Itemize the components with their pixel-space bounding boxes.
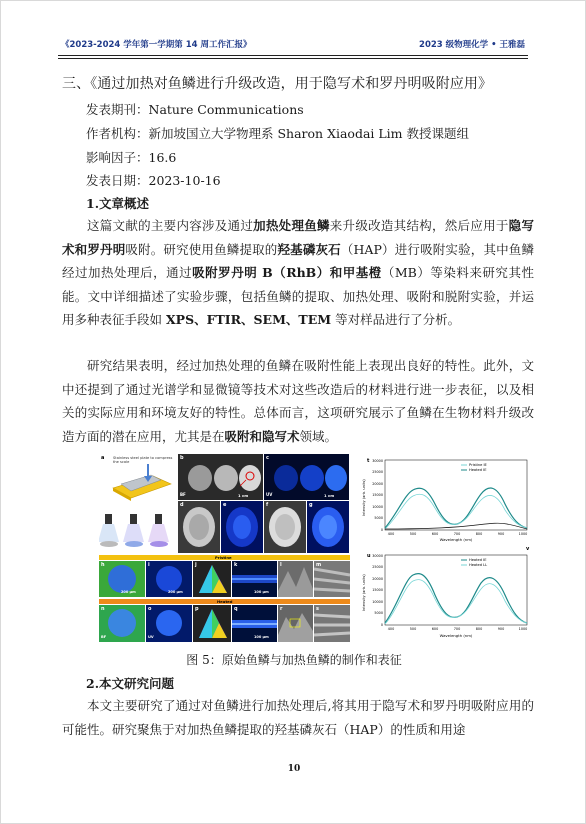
figure-caption: 图 5：原始鱼鳞与加热鱼鳞的制作和表征 xyxy=(186,653,402,667)
panel-l xyxy=(278,561,313,597)
para1-run: 吸附罗丹明 B（RhB）和甲基橙 xyxy=(192,265,382,280)
label-i: i xyxy=(148,562,150,568)
xtick-top-0: 400 xyxy=(387,532,395,536)
para1-run: 吸附。研究使用鱼鳞提取的 xyxy=(125,241,278,257)
heading-problem: 2.本文研究问题 xyxy=(86,676,175,691)
plot-t xyxy=(357,454,531,544)
paragraph-1 xyxy=(62,214,534,332)
meta-date: 发表日期：2023-10-16 xyxy=(86,173,221,188)
panel-j xyxy=(193,561,231,597)
para1-run: 等对样品进行了分析。 xyxy=(331,312,461,327)
paragraph-2 xyxy=(62,354,534,448)
legend-top-1: Heated IE xyxy=(469,468,487,472)
label-f: f xyxy=(266,502,269,508)
scale-c: 1 cm xyxy=(324,493,335,498)
label-r: r xyxy=(280,606,283,612)
panel-k xyxy=(232,561,277,597)
paragraph-3 xyxy=(62,694,534,741)
label-k: k xyxy=(234,562,238,568)
para1-run: 这篇文献的主要内容涉及通过 xyxy=(87,218,254,233)
panel-d xyxy=(178,501,220,553)
para1-run: （MB）等染料来研究其性能。文中详细描述了实验步骤，包括鱼鳞的提取、加热处理、吸附和脱附实验，并运用多种表征手段如 xyxy=(62,265,534,327)
panel-a xyxy=(99,454,177,512)
scale-q: 100 μm xyxy=(254,635,269,639)
ytick-top-5: 25000 xyxy=(372,470,383,474)
ytick-top-6: 30000 xyxy=(372,459,383,463)
xtick-top-2: 600 xyxy=(431,532,439,536)
xlabel-bottom: Wavelength (nm) xyxy=(439,633,473,638)
ytick-top-2: 10000 xyxy=(372,505,383,509)
figure-5 xyxy=(99,454,531,642)
section-title: 三、《通过加热对鱼鳞进行升级改造，用于隐写术和罗丹明吸附应用》 xyxy=(62,76,493,92)
xtick-bottom-5: 900 xyxy=(497,627,505,631)
label-e: e xyxy=(223,502,227,508)
strip-pristine xyxy=(99,555,350,560)
legend-bottom-0: Heated IE xyxy=(469,558,487,562)
label-s: s xyxy=(316,606,319,612)
header-right: 2023 级物理化学 • 王雅磊 xyxy=(419,40,525,50)
strip-pristine-label: Pristine xyxy=(215,555,232,560)
ytick-bottom-4: 20000 xyxy=(372,577,383,581)
label-a: a xyxy=(101,455,105,461)
scale-i: 200 μm xyxy=(168,590,183,594)
heading-overview: 1.文章概述 xyxy=(86,196,150,211)
label-n: n xyxy=(101,606,105,612)
panel-m xyxy=(314,561,350,597)
xtick-bottom-2: 600 xyxy=(431,627,439,631)
panel-a-note: Stainless steel plate to compress the scale xyxy=(113,456,173,464)
panel-g xyxy=(307,501,349,553)
mode-bf-n: BF xyxy=(101,635,107,639)
ytick-bottom-2: 10000 xyxy=(372,600,383,604)
label-q: q xyxy=(234,606,238,612)
legend-top-0: Pristine IE xyxy=(469,463,487,467)
label-b: b xyxy=(180,455,184,461)
label-v: v xyxy=(526,546,530,552)
header-rule-thin xyxy=(58,58,528,59)
panel-q xyxy=(232,605,277,642)
para1-run: 来升级改造其结构，然后应用于 xyxy=(329,218,509,233)
panel-r xyxy=(278,605,313,642)
para2-run: 领域。 xyxy=(299,428,338,444)
panel-n xyxy=(99,605,145,642)
xtick-bottom-6: 1000 xyxy=(518,627,528,631)
xtick-bottom-4: 800 xyxy=(475,627,483,631)
para1-run: （HAP）进行吸附实验，其中鱼鳞经过加热处理后，通过 xyxy=(62,241,534,280)
panel-o xyxy=(146,605,192,642)
label-m: m xyxy=(316,562,322,568)
scale-h: 200 μm xyxy=(121,590,136,594)
panel-c xyxy=(264,454,349,500)
ytick-bottom-3: 15000 xyxy=(372,588,383,592)
scale-b: 1 cm xyxy=(238,493,249,498)
strip-heated-label: Heated xyxy=(217,599,233,604)
para3-run: 本文主要研究了通过对鱼鳞进行加热处理后,将其用于隐写术和罗丹明吸附应用的可能性。研究聚焦于对加热鱼鳞提取的羟基磷灰石（HAP）的性质和用途 xyxy=(62,698,534,737)
ylabel-bottom: Intensity (arb. units) xyxy=(362,574,366,611)
plot-u xyxy=(357,549,531,642)
ytick-top-4: 20000 xyxy=(372,482,383,486)
strip-heated xyxy=(99,599,350,604)
xlabel-top: Wavelength (nm) xyxy=(439,537,473,542)
xtick-top-3: 700 xyxy=(453,532,461,536)
meta-impact: 影响因子：16.6 xyxy=(86,150,177,165)
ytick-top-1: 5000 xyxy=(374,516,383,520)
xtick-top-4: 800 xyxy=(475,532,483,536)
ylabel-top: Intensity (arb. units) xyxy=(362,479,366,516)
running-header xyxy=(61,38,525,52)
label-h: h xyxy=(101,562,105,568)
para1-run: 羟基磷灰石 xyxy=(277,241,341,257)
mode-uv-c: UV xyxy=(266,492,273,497)
mode-bf-b: BF xyxy=(180,492,186,497)
para2-run: 吸附和隐写术 xyxy=(224,428,300,444)
scale-k: 100 μm xyxy=(254,590,269,594)
xtick-top-1: 500 xyxy=(409,532,417,536)
legend-bottom-1: Heated LL xyxy=(469,563,488,567)
label-g: g xyxy=(309,502,313,508)
label-u: u xyxy=(367,553,371,559)
xtick-bottom-0: 400 xyxy=(387,627,395,631)
para1-run: XPS、FTIR、SEM、TEM xyxy=(165,312,332,327)
mode-uv-o: UV xyxy=(148,635,154,639)
panel-e xyxy=(221,501,263,553)
ytick-bottom-1: 5000 xyxy=(374,611,383,615)
xtick-bottom-1: 500 xyxy=(409,627,417,631)
para1-run: 隐写术和罗丹明 xyxy=(62,218,534,257)
ytick-top-0: 0 xyxy=(380,528,383,532)
label-l: l xyxy=(280,562,282,568)
panel-b xyxy=(178,454,263,500)
label-t: t xyxy=(367,458,370,464)
label-j: j xyxy=(195,562,197,568)
panel-i xyxy=(146,561,192,597)
meta-institution: 作者机构：新加坡国立大学物理系 Sharon Xiaodai Lim 教授课题组 xyxy=(86,126,469,141)
panel-s xyxy=(314,605,350,642)
label-d: d xyxy=(180,502,184,508)
panel-p xyxy=(193,605,231,642)
ytick-bottom-6: 30000 xyxy=(372,554,383,558)
label-p: p xyxy=(195,606,199,612)
xtick-top-5: 900 xyxy=(497,532,505,536)
ytick-bottom-5: 25000 xyxy=(372,565,383,569)
panel-f xyxy=(264,501,306,553)
label-c: c xyxy=(266,455,269,461)
para2-run: 研究结果表明，经过加热处理的鱼鳞在吸附性能上表现出良好的特性。此外，文中还提到了通过光谱学和显微镜等技术对这些改造后的材料进行进一步表征，以及相关的实际应用和环境友好的特性。总体而言，这项研究展示了鱼鳞在生物材料升级改造方面的潜在应用，尤其是在 xyxy=(62,358,534,444)
ytick-bottom-0: 0 xyxy=(380,623,383,627)
xtick-top-6: 1000 xyxy=(518,532,528,536)
meta-journal: 发表期刊：Nature Communications xyxy=(86,102,304,117)
label-o: o xyxy=(148,606,152,612)
page-number: 10 xyxy=(287,764,301,774)
panel-h xyxy=(99,561,145,597)
panel-a-lamps xyxy=(99,512,177,554)
header-left: 《2023-2024 学年第一学期第 14 周工作汇报》 xyxy=(61,40,252,50)
header-rule xyxy=(58,55,528,56)
xtick-bottom-3: 700 xyxy=(453,627,461,631)
ytick-top-3: 15000 xyxy=(372,493,383,497)
para1-run: 加热处理鱼鳞 xyxy=(253,218,330,233)
